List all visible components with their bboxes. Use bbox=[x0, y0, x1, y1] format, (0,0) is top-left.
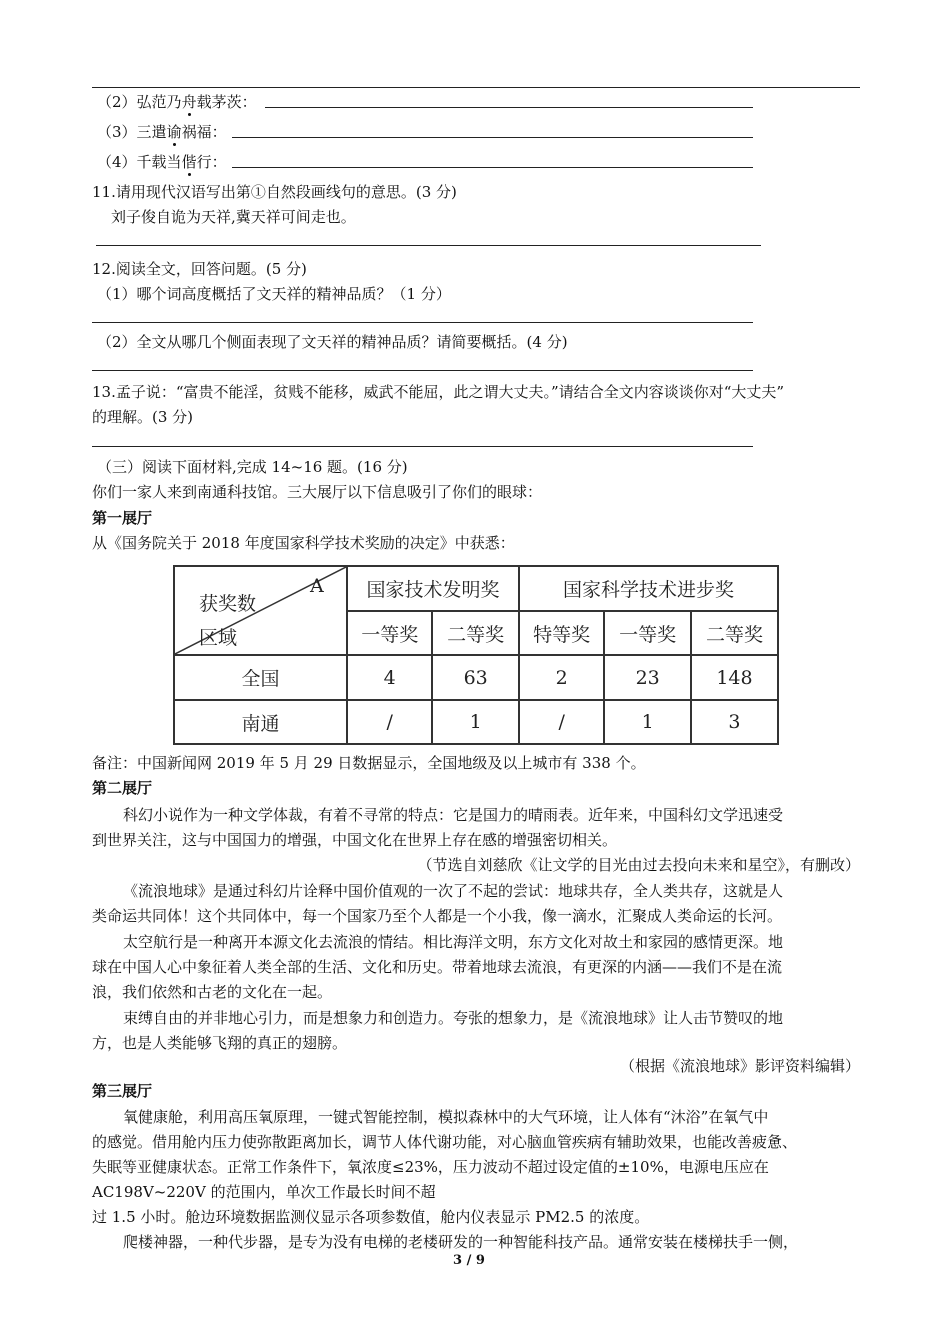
group-header: 国家科学技术进步奖 bbox=[519, 566, 778, 611]
table-cell: 4 bbox=[347, 655, 432, 700]
table-row bbox=[174, 700, 778, 744]
table-cell: / bbox=[519, 700, 604, 744]
hall1-title: 第一展厅 bbox=[92, 509, 153, 527]
column-header: 一等奖 bbox=[604, 611, 691, 655]
q10-item-4: （4）千载当偕行： bbox=[97, 153, 227, 171]
hall2-title: 第二展厅 bbox=[92, 779, 153, 797]
table-cell: 148 bbox=[691, 655, 778, 700]
hall2-citation: （根据《流浪地球》影评资料编辑） bbox=[619, 1057, 860, 1075]
hall3-paragraph-line: 氧健康舱，利用高压氧原理，一键式智能控制，模拟森林中的大气环境，让人体有“沐浴”在氧气中 bbox=[123, 1108, 769, 1126]
section3-heading: （三）阅读下面材料,完成 14~16 题。(16 分) bbox=[97, 458, 408, 476]
q12-sub2: （2）全文从哪几个侧面表现了文天祥的精神品质？请简要概括。(4 分) bbox=[97, 333, 568, 351]
hall3-title: 第三展厅 bbox=[92, 1082, 153, 1100]
answer-line[interactable] bbox=[92, 446, 753, 447]
table-cell: 1 bbox=[604, 700, 691, 744]
column-header: 特等奖 bbox=[519, 611, 604, 655]
hall3-paragraph-line: 的感觉。借用舱内压力使弥散距离加长，调节人体代谢功能，对心脑血管疾病有辅助效果，也能改善疲惫、 bbox=[92, 1133, 798, 1151]
top-rule bbox=[92, 87, 860, 88]
table-row bbox=[174, 655, 778, 700]
q11-question: 11.请用现代汉语写出第①自然段画线句的意思。(3 分) bbox=[92, 183, 457, 201]
answer-line[interactable] bbox=[92, 322, 753, 323]
hall2-paragraph-line: 球在中国人心中象征着人类全部的生活、文化和历史。带着地球去流浪，有更深的内涵——我们不是在流 bbox=[92, 958, 783, 976]
column-header: 二等奖 bbox=[432, 611, 519, 655]
hall3-paragraph-line: 过 1.5 小时。舱边环境数据监测仪显示各项参数值，舱内仪表显示 PM2.5 的浓度。 bbox=[92, 1208, 650, 1226]
table-cell: / bbox=[347, 700, 432, 744]
q13-question-cont: 的理解。(3 分) bbox=[92, 408, 194, 426]
answer-line[interactable] bbox=[96, 245, 761, 246]
answer-line[interactable] bbox=[232, 137, 753, 138]
table-cell: 1 bbox=[432, 700, 519, 744]
section3-intro: 你们一家人来到南通科技馆。三大展厅以下信息吸引了你们的眼球： bbox=[92, 483, 543, 501]
column-header: 一等奖 bbox=[347, 611, 432, 655]
table-cell: 63 bbox=[432, 655, 519, 700]
hall3-paragraph-line: 失眠等亚健康状态。正常工作条件下，氧浓度≤23%，压力波动不超过设定值的±10%，电源电压应在 bbox=[92, 1158, 769, 1176]
hall3-paragraph-line: 爬楼神器，一种代步器，是专为没有电梯的老楼研发的一种智能科技产品。通常安装在楼梯扶手一侧， bbox=[123, 1233, 799, 1251]
column-header: 二等奖 bbox=[691, 611, 778, 655]
award-table bbox=[173, 565, 779, 745]
hall2-paragraph-line: 太空航行是一种离开本源文化去流浪的情结。相比海洋文明，东方文化对故土和家园的感情更深。地 bbox=[123, 933, 784, 951]
page-number: 3 / 9 bbox=[453, 1253, 485, 1268]
table-cell: 23 bbox=[604, 655, 691, 700]
hall2-paragraph-line: 《流浪地球》是通过科幻片诠释中国价值观的一次了不起的尝试：地球共存，全人类共存，这就是人 bbox=[123, 882, 784, 900]
hall2-paragraph-line: 到世界关注，这与中国国力的增强，中国文化在世界上存在感的增强密切相关。 bbox=[92, 831, 618, 849]
hall2-paragraph-line: 浪，我们依然和古老的文化在一起。 bbox=[92, 983, 333, 1001]
q12-question: 12.阅读全文，回答问题。(5 分) bbox=[92, 260, 307, 278]
hall3-paragraph-line: AC198V~220V 的范围内，单次工作最长时间不超 bbox=[92, 1183, 436, 1201]
hall2-citation: （节选自刘慈欣《让文学的目光由过去投向未来和星空》，有删改） bbox=[417, 856, 860, 874]
answer-line[interactable] bbox=[265, 107, 753, 108]
corner-cell bbox=[174, 566, 347, 655]
answer-line[interactable] bbox=[92, 370, 753, 371]
corner-bottom-left: 区域 bbox=[199, 627, 238, 649]
group-header: 国家技术发明奖 bbox=[347, 566, 519, 611]
q10-item-3: （3）三遣谕祸福： bbox=[97, 123, 227, 141]
q11-sentence: 刘子俊自诡为天祥,冀天祥可间走也。 bbox=[111, 208, 356, 226]
q10-item-2: （2）弘范乃舟载茅茨： bbox=[97, 93, 257, 111]
hall2-paragraph-line: 方，也是人类能够飞翔的真正的翅膀。 bbox=[92, 1034, 348, 1052]
row-label: 南通 bbox=[174, 700, 347, 744]
hall2-paragraph-line: 束缚自由的并非地心引力，而是想象力和创造力。夸张的想象力，是《流浪地球》让人击节赞叹的地 bbox=[123, 1009, 784, 1027]
answer-line[interactable] bbox=[232, 167, 753, 168]
hall1-source: 从《国务院关于 2018 年度国家科学技术奖励的决定》中获悉： bbox=[92, 534, 515, 552]
corner-middle: 获奖数 bbox=[199, 593, 257, 615]
corner-top-right: A bbox=[310, 575, 324, 597]
hall2-paragraph-line: 类命运共同体！这个共同体中，每一个国家乃至个人都是一个小我，像一滴水，汇聚成人类命运的长河。 bbox=[92, 907, 783, 925]
table-cell: 2 bbox=[519, 655, 604, 700]
q13-question: 13.孟子说：“富贵不能淫，贫贱不能移，威武不能屈，此之谓大丈夫。”请结合全文内容谈谈你对“大丈夫” bbox=[92, 383, 785, 401]
row-label: 全国 bbox=[174, 655, 347, 700]
hall2-paragraph-line: 科幻小说作为一种文学体裁，有着不寻常的特点：它是国力的晴雨表。近年来，中国科幻文学迅速受 bbox=[123, 806, 784, 824]
table-cell: 3 bbox=[691, 700, 778, 744]
hall1-note: 备注：中国新闻网 2019 年 5 月 29 日数据显示，全国地级及以上城市有 338 个。 bbox=[92, 754, 646, 772]
q12-sub1: （1）哪个词高度概括了文天祥的精神品质？（1 分） bbox=[97, 285, 451, 303]
